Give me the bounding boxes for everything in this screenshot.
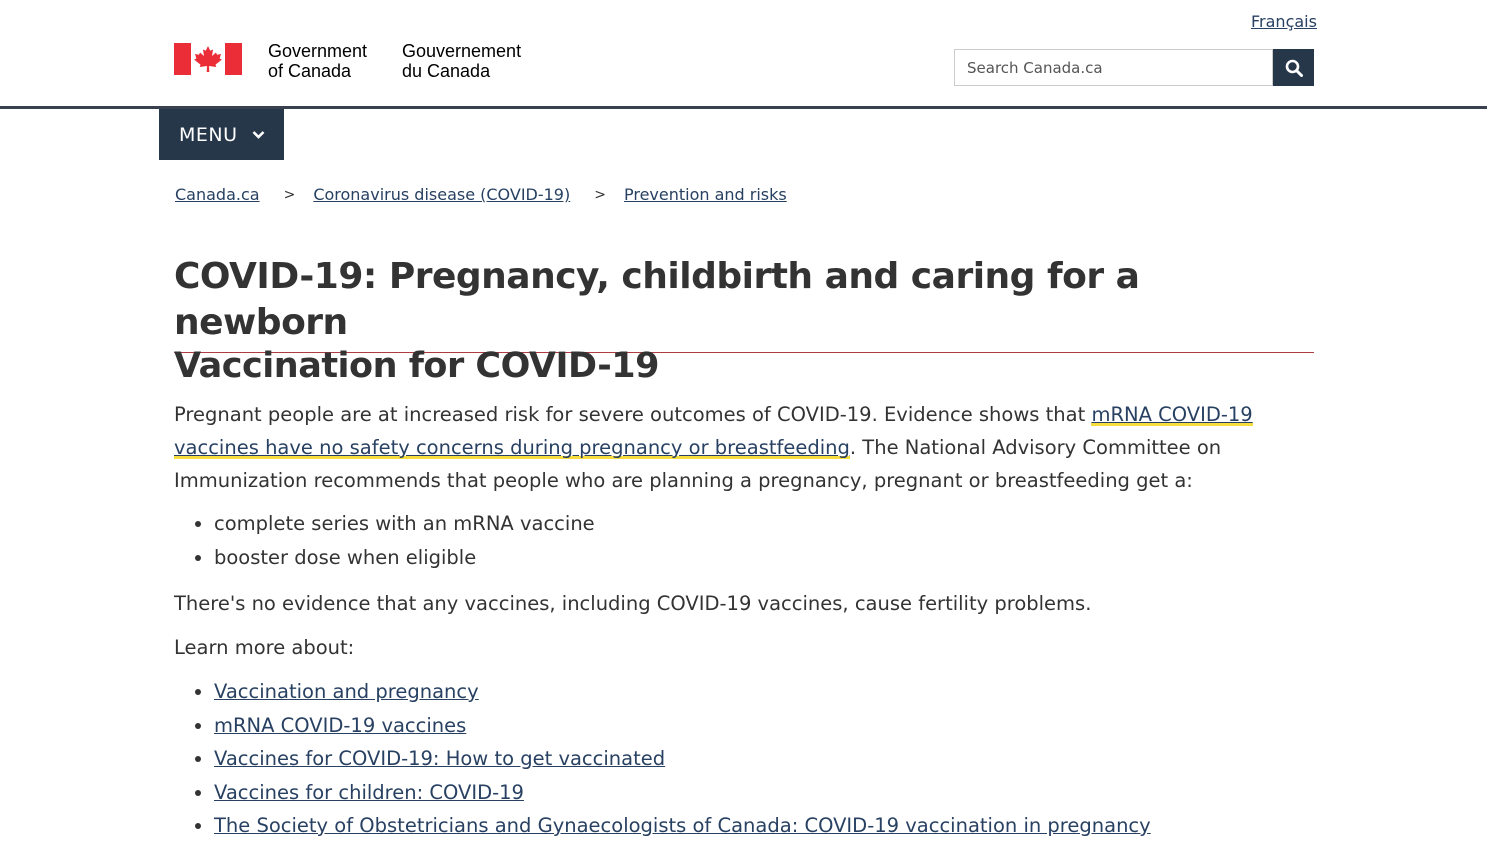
site-header [0, 0, 1487, 106]
list-item [214, 709, 1151, 743]
breadcrumb-prevention[interactable]: Prevention and risks [623, 185, 787, 204]
link-mrna-vaccines[interactable]: mRNA COVID-19 vaccines [214, 713, 467, 737]
breadcrumb [175, 184, 787, 206]
breadcrumb-separator: > [283, 187, 296, 203]
menu-button[interactable] [159, 109, 284, 160]
chevron-down-icon [252, 130, 265, 140]
list-item [214, 776, 1151, 810]
section-title: Vaccination for COVID-19 [174, 346, 659, 386]
mrna-safety-link[interactable]: mRNA COVID-19 vaccines have no safety concerns during pregnancy or breastfeeding [174, 403, 1253, 459]
search-button[interactable] [1273, 49, 1314, 86]
canada-flag-icon [174, 43, 242, 75]
signature-french: Gouvernement du Canada [402, 41, 522, 81]
list-item [214, 675, 1151, 709]
learn-more-links [174, 675, 1151, 843]
link-how-to-get-vaccinated[interactable]: Vaccines for COVID-19: How to get vaccinated [214, 747, 666, 770]
language-toggle-link[interactable]: Français [1251, 12, 1317, 31]
link-vaccines-children[interactable]: Vaccines for children: COVID-19 [214, 780, 524, 804]
vaccine-recommendation-list [174, 507, 595, 575]
government-signature[interactable] [174, 41, 534, 81]
link-sogc-vaccination[interactable]: The Society of Obstetricians and Gynaecologists of Canada: COVID-19 vaccination in pregnancy [214, 814, 1151, 837]
breadcrumb-canada[interactable]: Canada.ca [175, 185, 260, 204]
learn-more-label: Learn more about: [174, 636, 355, 659]
list-item [214, 809, 1151, 843]
list-item: • booster dose when eligible [214, 541, 595, 575]
search-icon [1285, 59, 1303, 77]
vaccination-paragraph: Pregnant people are at increased risk for severe outcomes of COVID-19. Evidence shows that mRNA COVID-19 vaccines have no safety concerns during pregnancy or breastfeeding. The National Advisory Committee on Immunization recommends that people who are planning a pregnancy, pregnant or breastfeeding get a: [174, 403, 1253, 492]
list-item: • complete series with an mRNA vaccine [214, 507, 595, 541]
search-form [954, 49, 1314, 86]
search-input[interactable] [954, 49, 1273, 86]
menu-label: MENU [179, 123, 238, 146]
breadcrumb-separator: > [594, 187, 606, 203]
signature-english: Government of Canada [268, 41, 368, 81]
link-vaccination-pregnancy[interactable]: Vaccination and pregnancy [214, 680, 479, 703]
page-title: COVID-19: Pregnancy, childbirth and caring for a newborn [174, 254, 1314, 353]
fertility-paragraph: There's no evidence that any vaccines, including COVID-19 vaccines, cause fertility problems. [174, 592, 1092, 615]
list-item [214, 742, 1151, 776]
breadcrumb-covid[interactable]: Coronavirus disease (COVID-19) [313, 185, 571, 204]
